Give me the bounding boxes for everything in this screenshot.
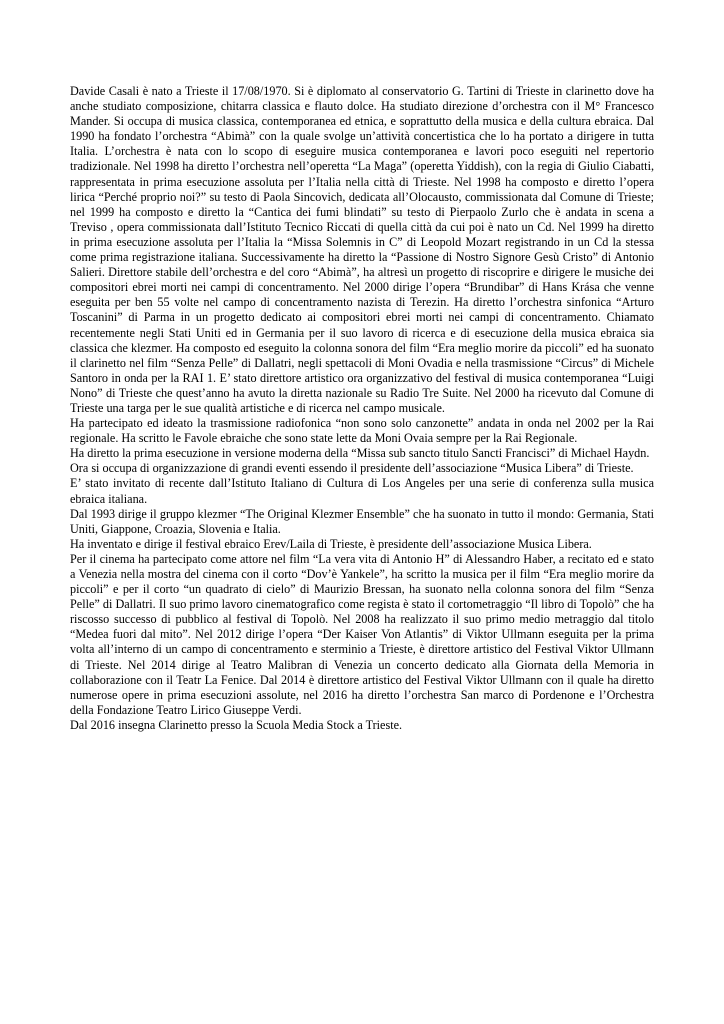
paragraph-klezmer: Dal 1993 dirige il gruppo klezmer “The Original Klezmer Ensemble” che ha suonato in tutto il mondo: Germania, Stati Uniti, Giappone, Croazia, Slovenia e Italia. [70,506,654,536]
paragraph-biography: Davide Casali è nato a Trieste il 17/08/1970. Si è diplomato al conservatorio G. Tartini di Trieste in clarinetto dove ha anche studiato composizione, chitarra classica e flauto dolce. Ha studiato direzione d’orchestra con il M° Francesco Mander. Si occupa di musica classica, contemporanea ed etnica, e soprattutto della musica e della cultura ebraica. Dal 1990 ha fondato l’orchestra “Abimà” con la quale svolge un’attività concertistica che lo ha portato a dirigere in tutta Italia. L’orchestra è nata con lo scopo di eseguire musica contemporanea e lavori poco eseguiti nel repertorio tradizionale. Nel 1998 ha diretto l’orchestra nell’operetta “La Maga” (operetta Yiddish), con la regia di Giulio Ciabatti, rappresentata in prima esecuzione assoluta per l’Italia nella città di Trieste. Nel 1998 ha composto e diretto l’opera lirica “Perché proprio noi?” su testo di Paola Sincovich, dedicata all’Olocausto, commissionata dal Comune di Trieste; nel 1999 ha composto e diretto la “Cantica dei fumi blindati” su testo di Pierpaolo Zurlo che è andata in scena a Treviso , opera commissionata dall’Istituto Tecnico Riccati di quella città da cui poi è nato un Cd. Nel 1999 ha diretto in prima esecuzione assoluta per l’Italia la “Missa Solemnis in C” di Leopold Mozart registrando in un Cd la stessa come prima registrazione italiana. Successivamente ha diretto la “Passione di Nostro Signore Gesù Cristo” di Antonio Salieri. Direttore stabile dell’orchestra e del coro “Abimà”, ha altresì un progetto di riscoprire e dirigere le musiche dei compositori ebrei morti nei campi di concentramento. Nel 2000 dirige l’opera “Brundibar” di Hans Krása che venne eseguita per ben 55 volte nel campo di concentramento nazista di Terezin. Ha diretto l’orchestra sinfonica “Arturo Toscanini” di Parma in un progetto dedicato ai compositori ebrei morti nei campi di concentramento. Chiamato recentemente negli Stati Uniti ed in Germania per il suo lavoro di ricerca e di esecuzione della musica ebraica sia classica che klezmer. Ha composto ed eseguito la colonna sonora del film “Era meglio morire da piccoli” ed ha suonato il clarinetto nel film “Senza Pelle” di Dallatri, negli spettacoli di Moni Ovadia e nella trasmissione “Circus” di Michele Santoro in onda per la RAI 1. E’ stato direttore artistico ora organizzativo del festival di musica contemporanea “Luigi Nono” di Trieste che quest’anno ha avuto la diretta nazionale su Radio Tre Suite. Nel 2000 ha ricevuto dal Comune di Trieste una targa per le sue qualità artistiche e di ricerca nel campo musicale. [70,84,654,415]
paragraph-haydn: Ha diretto la prima esecuzione in versione moderna della “Missa sub sancto titulo Sancti Francisci” di Michael Haydn. [70,446,650,461]
paragraph-teaching: Dal 2016 insegna Clarinetto presso la Scuola Media Stock a Trieste. [70,717,403,732]
paragraph-cinema: Per il cinema ha partecipato come attore nel film “La vera vita di Antonio H” di Alessandro Haber, a recitato ed e stato a Venezia nella mostra del cinema con il corto “Dov’è Yankele”, ha scritto la musica per il film “Era meglio morire da piccoli” e per il corto “un quadrato di cielo” di Maurizio Bressan, ha suonato nella colonna sonora del film “Senza Pelle” di Dallatri. Il suo primo lavoro cinematografico come regista è stato il cortometraggio “Il libro di Topolò” che ha riscosso successo di pubblico al festival di Topolò. Nel 2008 ha realizzato il suo primo medio metraggio dal titolo “Medea fuori dal mito”. Nel 2012 dirige l’opera “Der Kaiser Von Atlantis” di Viktor Ullmann eseguita per la prima volta all’interno di un campo di concentramento e sterminio a Trieste, è direttore artistico del Festival Viktor Ullmann di Trieste. Nel 2014 dirige al Teatro Malibran di Venezia un concerto dedicato alla Giornata della Memoria in collaborazione con il Teatr La Fenice. Dal 2014 è direttore artistico del Festival Viktor Ullmann con il quale ha diretto numerose opere in prima esecuzioni assolute, nel 2016 ha diretto l’orchestra San marco di Pordenone e l’Orchestra della Fondazione Teatro Lirico Giuseppe Verdi. [70,551,654,717]
paragraph-events: Ora si occupa di organizzazione di grandi eventi essendo il presidente dell’associazione “Musica Libera” di Trieste. [70,461,634,476]
document-body [70,84,654,733]
paragraph-festival: Ha inventato e dirige il festival ebraico Erev/Laila di Trieste, è presidente dell’associazione Musica Libera. [70,536,592,551]
paragraph-los-angeles: E’ stato invitato di recente dall’Istituto Italiano di Cultura di Los Angeles per una serie di conferenza sulla musica ebraica italiana. [70,476,654,506]
paragraph-radio: Ha partecipato ed ideato la trasmissione radiofonica “non sono solo canzonette” andata in onda nel 2002 per la Rai regionale. Ha scritto le Favole ebraiche che sono state lette da Moni Ovaia sempre per la Rai Regionale. [70,416,654,446]
